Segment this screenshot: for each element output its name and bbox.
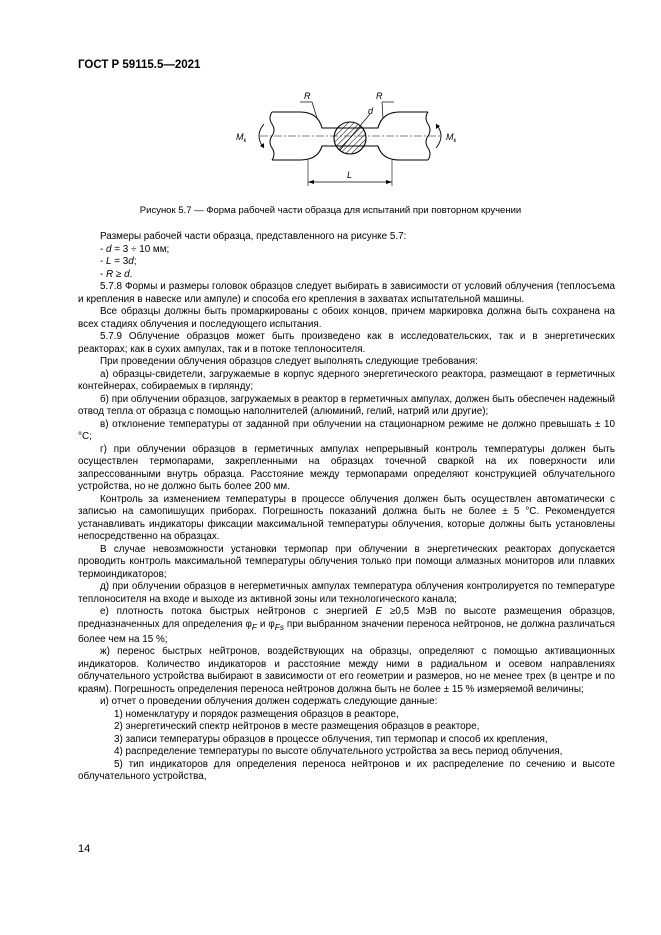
dims-intro: Размеры рабочей части образца, представленного на рисунке 5.7: (100, 231, 407, 242)
label-r-right: R (376, 91, 383, 101)
item-d: д) при облучении образцов в негерметичных ампулах температура облучения контролируется по температуре теплоносителя на входе и выходе из активной зоны или технологического канала; (78, 581, 615, 605)
label-d: d (368, 106, 374, 116)
item-i-4: 4) распределение температуры по высоте облучательного устройства за весь период облучения, (114, 746, 563, 758)
label-l: L (347, 170, 353, 180)
page-number: 14 (78, 843, 91, 855)
document-body (78, 231, 615, 784)
dim-l: - L = 3d; (100, 256, 137, 267)
item-i-5: 5) тип индикаторов для определения переноса нейтронов и их распределение по сечению и высоте облучательного устройства, (78, 758, 615, 783)
item-i-3: 3) записи температуры образцов в процессе облучения, тип термопар и способ их крепления, (114, 733, 548, 745)
paragraph-5-7-9: 5.7.9 Облучение образцов может быть произведено как в исследовательских, так и в энергетических реакторах; как в сухих ампулах, так и в потоке теплоносителя. (78, 331, 615, 355)
paragraph-impossible: В случае невозможности установки термопар при облучении в энергетических реакторах допускается проводить контроль максимальной температуры облучения только при помощи алмазных мониторов или плавких термоиндикаторов; (78, 543, 615, 580)
item-a: а) образцы-свидетели, загружаемые в корпус ядерного энергетического реактора, размещают в герметичных контейнерах, собираемых в гирлянду; (78, 368, 615, 392)
specimen-figure (230, 88, 470, 198)
paragraph-requirements: При проведении облучения образцов следует выполнять следующие требования: (100, 356, 478, 367)
label-r-left: R (304, 91, 311, 101)
figure-caption: Рисунок 5.7 — Форма рабочей части образца для испытаний при повторном кручении (139, 205, 522, 216)
item-zh: ж) перенос быстрых нейтронов, воздействующих на образцы, определяют с помощью активационных индикаторов. Количество индикаторов и расстояние между ними в радиальном и осевом направлениях облучательного устройства выбирают в зависимости от его геометрии и размеров, но не менее трех (в центре и по краям). Погрешность определения переноса нейтронов должна быть не более ± 15 % измеряемой величины; (78, 646, 615, 695)
item-i: и) отчет о проведении облучения должен содержать следующие данные: (100, 696, 438, 708)
item-b: б) при облучении образцов, загружаемых в реактор в герметичных ампулах, должен быть обеспечен надежный отвод тепла от образца с помощью наполнителей (алюминий, гелий, натрий или другие); (78, 393, 615, 417)
paragraph-control: Контроль за изменением температуры в процессе облучения должен быть осуществлен автоматически с записью на самопишущих приборах. Погрешность показаний должна быть не более ± 5 °С. Рекомендуется устанавливать индикаторы фиксации максимальной температуры облучения, которые должны быть установлены непосредственно на образцах. (78, 493, 615, 542)
item-g: г) при облучении образцов в герметичных ампулах непрерывный контроль температуры должен быть осуществлен термопарами, закрепленными на образцах точечной сваркой на их поверхности или запрессованными внутрь образца. Расстояние между термопарами определяют конструкцией облучательного устройства, но не должно быть более 200 мм. (78, 443, 615, 492)
item-e: е) плотность потока быстрых нейтронов с энергией E ≥0,5 МэВ по высоте размещения образцов, предназначенных для определения $\varphi_F$ и $\varphi_{Fs}$ при выбранном значении переноса нейтронов, не должна различаться более чем на 15 %; (78, 606, 615, 645)
dim-r: - R ≥ d. (100, 268, 133, 280)
label-mk-right: $M_к$ (446, 132, 457, 144)
dim-d: - d = 3 ÷ 10 мм; (100, 243, 170, 255)
label-mk-left: $M_к$ (236, 132, 247, 144)
document-header: ГОСТ Р 59115.5—2021 (78, 59, 201, 71)
paragraph-marking: Все образцы должны быть промаркированы с обоих концов, причем маркировка должна быть сохранена на всех стадиях облучения и последующего испытания. (78, 306, 615, 330)
item-i-1: 1) номенклатуру и порядок размещения образцов в реакторе, (114, 708, 399, 720)
item-i-2: 2) энергетический спектр нейтронов в месте размещения образцов в реакторе, (114, 721, 480, 733)
paragraph-5-7-8: 5.7.8 Формы и размеры головок образцов следует выбирать в зависимости от условий облучения (теплосъема и крепления в навеске или ампуле) и способа его крепления в захватах испытательной машины. (78, 281, 615, 305)
item-v: в) отклонение температуры от заданной при облучении на стационарном режиме не должно превышать ± 10 °С; (78, 418, 615, 442)
